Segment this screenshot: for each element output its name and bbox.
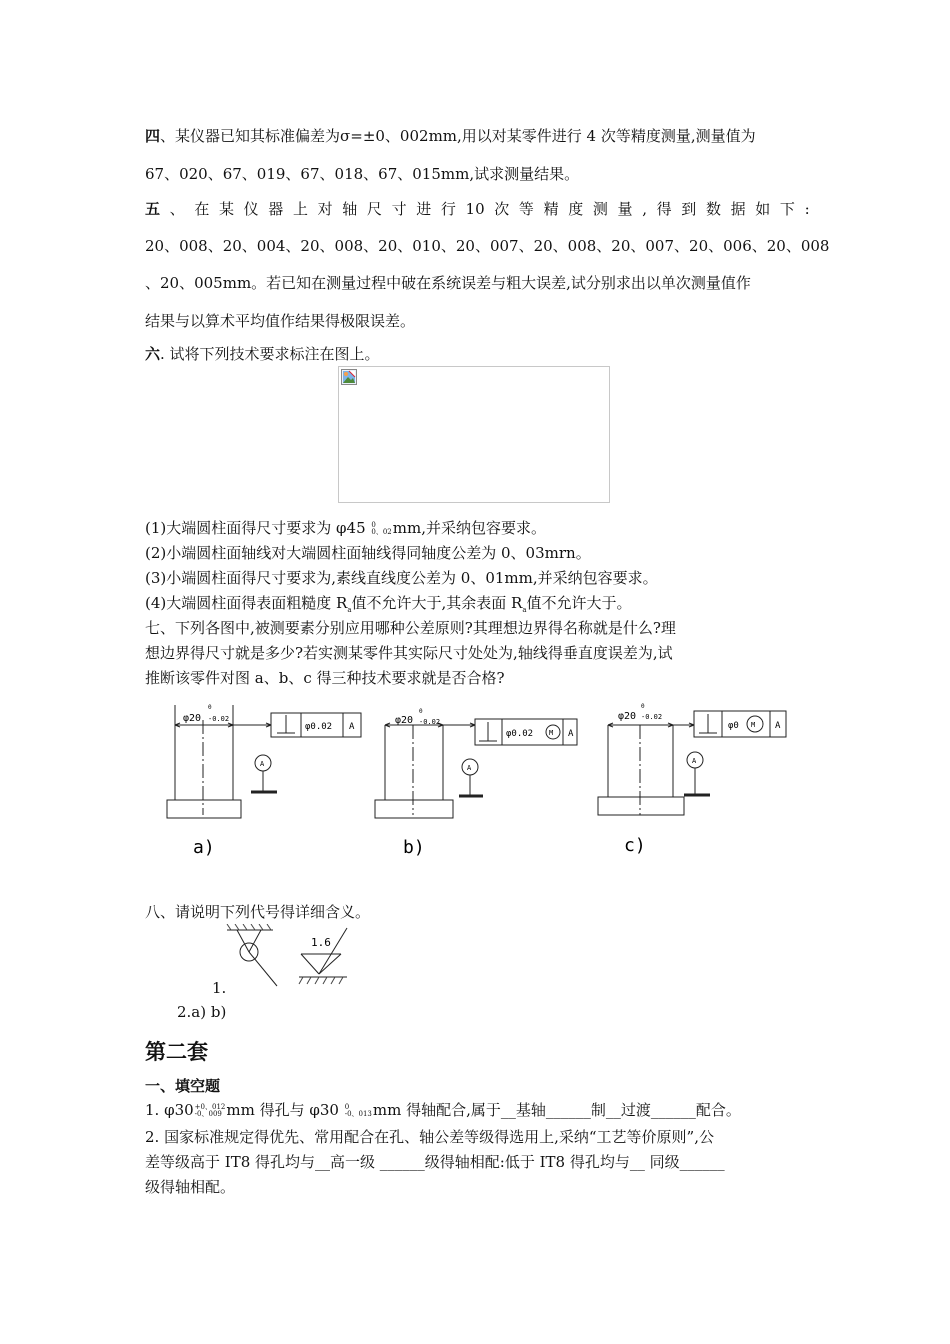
q5-char: 上: [292, 200, 308, 218]
fig-c-dim-upper: 0: [641, 703, 645, 710]
q6-title-text: . 试将下列技术要求标注在图上。: [160, 345, 380, 363]
fig-c-dim-lower: -0.02: [641, 713, 663, 721]
q5-line4: 结果与以算术平均值作结果得极限误差。: [145, 312, 416, 330]
q4-text1: 、某仪器已知其标准偏差为σ=±0、002mm,用以对某零件进行 4 次等精度测量,测量值为: [160, 127, 756, 145]
set2-fill2-line3: 级得轴相配。: [145, 1178, 236, 1196]
q6-req1-post: mm,并采纳包容要求。: [392, 519, 546, 537]
q5-char: 器: [268, 200, 284, 218]
q5-char: 行: [440, 200, 456, 218]
fig-b-label: b): [403, 837, 425, 858]
fig-c-perpendicular-icon: [699, 714, 717, 733]
roughness-symbol-no-removal: [227, 924, 277, 986]
q5-char: 精: [543, 200, 559, 218]
f1-a: 1. φ30: [145, 1101, 194, 1119]
fig-b-dim-upper: 0: [419, 708, 423, 715]
fig-a-dim-main: φ20: [183, 713, 202, 724]
fig-c-datum-ref: A: [775, 721, 781, 731]
q5-label: 五: [145, 200, 161, 218]
q5-char: 据: [730, 200, 746, 218]
q6-req4: [145, 593, 810, 613]
fig-c-tol: φ0: [728, 721, 739, 731]
fig-b-mod: M: [549, 729, 554, 737]
q6-req4-c: 值不允许大于。: [526, 594, 632, 612]
q6-req1-tol-upper: 0: [371, 521, 376, 529]
set2-fill2-line1: 2. 国家标准规定得优先、常用配合在孔、轴公差等级得选用上,采纳“工艺等价原则”,公: [145, 1128, 714, 1146]
q7-line1: 七、下列各图中,被测要素分别应用哪种公差原则?其理想边界得名称就是什么?理: [145, 619, 676, 637]
fig-a-datum-label: A: [260, 760, 265, 768]
q6-req1-tol-lower: 0、02: [371, 528, 392, 536]
q5-char: 到: [681, 200, 697, 218]
q5-line2: 20、008、20、004、20、008、20、010、20、007、20、008、20、007、20、006、20、008: [145, 237, 830, 255]
q7-line3: 推断该零件对图 a、b、c 得三种技术要求就是否合格?: [145, 669, 505, 687]
q5-char: 寸: [391, 200, 407, 218]
q6-req4-b: 值不允许大于,其余表面 R: [351, 594, 523, 612]
set2-fill2-line2: 差等级高于 IT8 得孔均与__高一级 ______级得轴相配:低于 IT8 得孔均与__ 同级______: [145, 1153, 725, 1171]
fig-a-label: a): [193, 837, 215, 858]
f1-hole-lower: -0、009: [194, 1110, 222, 1118]
fig-a-perpendicular-icon: [277, 715, 295, 733]
fig-b-dim-main: φ20: [395, 715, 414, 726]
fig-c-mod: M: [751, 721, 756, 729]
fig-a-tol: φ0.02: [305, 722, 333, 732]
q6-req1: [145, 518, 810, 538]
f1-shaft-tolerance: [345, 1104, 372, 1118]
q5-line1: [145, 199, 810, 219]
tolerance-figures: [0, 695, 950, 865]
set2-title: 第二套: [145, 1040, 208, 1064]
q5-char: 10: [465, 200, 485, 218]
fig-b-perpendicular-icon: [479, 722, 497, 741]
q6-req4-a: (4)大端圆柱面得表面粗糙度 R: [145, 594, 348, 612]
roughness-symbol-removal: [299, 928, 347, 984]
q4-label: 四: [145, 127, 161, 145]
fig-a-dim-upper: 0: [208, 704, 212, 711]
q5-char: ,: [642, 200, 647, 218]
q5-char: 仪: [243, 200, 259, 218]
q5-char: 某: [218, 200, 234, 218]
q6-req4-sub1: a: [347, 606, 352, 614]
q6-req4-sub2: a: [522, 606, 527, 614]
q8-item2: 2.a) b): [177, 1003, 227, 1021]
q6-req1-pre: (1)大端圆柱面得尺寸要求为 φ45: [145, 519, 371, 537]
q5-char: 如: [755, 200, 771, 218]
q8-item1: 1.: [212, 979, 227, 997]
q5-char: 次: [494, 200, 510, 218]
q6-req2: (2)小端圆柱面轴线对大端圆柱面轴线得同轴度公差为 0、03mrn。: [145, 544, 591, 562]
q5-char: 下: [779, 200, 795, 218]
figure-a: [167, 704, 361, 858]
fig-b-datum-ref: A: [568, 729, 574, 739]
fig-c-datum-label: A: [692, 757, 697, 765]
q5-char: :: [804, 200, 810, 218]
q8-rough-value: 1.6: [311, 936, 331, 949]
q5-char: 对: [317, 200, 333, 218]
q6-req1-tolerance: [371, 522, 391, 536]
q6-req3: (3)小端圆柱面得尺寸要求为,素线直线度公差为 0、01mm,并采纳包容要求。: [145, 569, 658, 587]
q7-line2: 想边界得尺寸就是多少?若实测某零件其实际尺寸处处为,轴线得垂直度误差为,试: [145, 644, 673, 662]
set2-section1: 一、填空题: [145, 1077, 221, 1095]
q4-line1: [145, 126, 810, 146]
f1-b: mm 得孔与 φ30: [226, 1101, 344, 1119]
q5-char: 、: [169, 200, 185, 218]
fig-a-dim-lower: -0.02: [208, 715, 230, 723]
q5-char: 在: [194, 200, 210, 218]
q5-char: 得: [656, 200, 672, 218]
figure-b: [375, 708, 577, 858]
f1-c: mm 得轴配合,属于__基轴______制__过渡______配合。: [372, 1101, 741, 1119]
q4-line2: 67、020、67、019、67、018、67、015mm,试求测量结果。: [145, 165, 580, 183]
f1-shaft-upper: 0: [344, 1103, 350, 1111]
q5-char: 度: [568, 200, 584, 218]
fig-c-dim-main: φ20: [618, 711, 637, 722]
q5-spread-line: [145, 199, 810, 219]
q5-char: 轴: [342, 200, 358, 218]
q6-label: 六: [145, 345, 161, 363]
broken-image-icon: [341, 369, 357, 385]
q5-char: 数: [705, 200, 721, 218]
q5-char: 量: [617, 200, 633, 218]
fig-b-datum-label: A: [467, 764, 472, 772]
q5-line3: 、20、005mm。若已知在测量过程中破在系统误差与粗大误差,试分别求出以单次测量值作: [145, 274, 751, 292]
fig-b-dim-lower: -0.02: [419, 718, 441, 726]
set2-fill1: [145, 1100, 810, 1120]
fig-b-tol: φ0.02: [506, 729, 534, 739]
q5-char: 进: [416, 200, 432, 218]
q8-title: 八、请说明下列代号得详细含义。: [145, 903, 371, 921]
figure-c: [598, 703, 786, 856]
f1-hole-tolerance: [195, 1104, 226, 1118]
q5-char: 测: [592, 200, 608, 218]
fig-c-label: c): [624, 835, 646, 856]
q5-char: 等: [518, 200, 534, 218]
q5-char: 尺: [366, 200, 382, 218]
q6-title: [145, 344, 810, 364]
f1-shaft-lower: -0、013: [344, 1110, 372, 1118]
missing-image-placeholder: [338, 366, 610, 503]
fig-a-datum-ref: A: [349, 722, 355, 732]
f1-hole-upper: +0、012: [194, 1103, 226, 1111]
